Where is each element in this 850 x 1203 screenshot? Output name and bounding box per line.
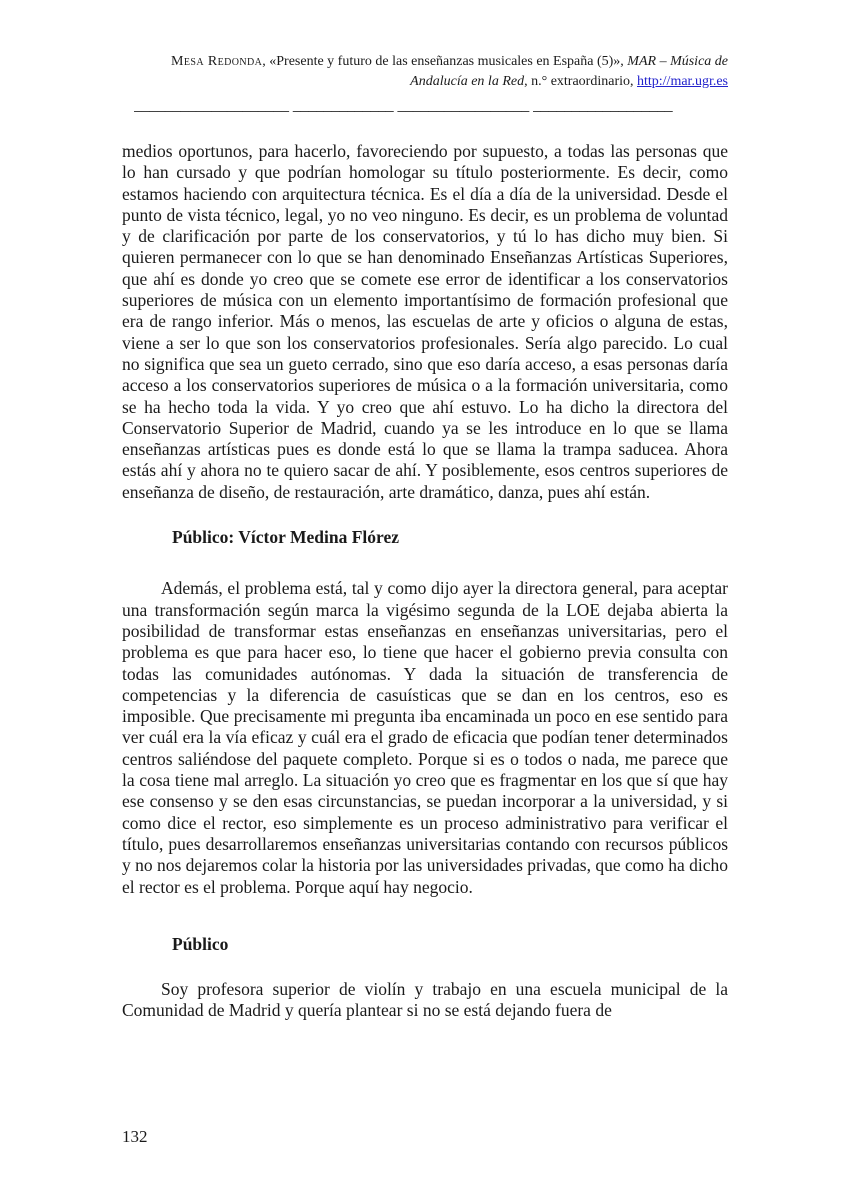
citation-journal-part2: Andalucía en la Red [410,73,525,89]
page-number: 132 [122,1127,148,1146]
speaker-heading-publico: Público [172,933,229,954]
speaker-heading-victor-medina: Público: Víctor Medina Flórez [172,527,399,548]
journal-link[interactable]: http://mar.ugr.es [637,73,728,89]
page-footer [122,1126,148,1147]
paragraph-publico: Soy profesora superior de violín y trabajo en una escuela municipal de la Comunidad de Madrid y quería plantear si no se está dejando fuera de [122,979,728,1021]
citation-journal-part1: MAR – Música de [627,54,728,69]
document-body [122,141,728,1022]
citation-title-segment: , «Presente y futuro de las enseñanzas musicales en España (5)», [262,54,628,69]
paragraph-victor-medina: Además, el problema está, tal y como dijo ayer la directora general, para aceptar una transformación según marca la vigésimo segunda de la LOE dejaba abierta la posibilidad de transformar estas enseñanzas en enseñanzas universitarias, pero el problema es que para hacer eso, lo tiene que hacer el gobierno previa consulta con todas las comunidades autónomas. Y dada la situación de transferencia de competencias y la diferencia de casuísticas que se dan en los centros, eso es imposible. Que precisamente mi pregunta iba encaminada un poco en ese sentido para ver cuál era la vía eficaz y cuál era el grado de eficacia que podían tener determinados centros saliéndose del paquete completo. Porque si es o todos o nada, me parece que la cosa tiene mal arreglo. La situación yo creo que es fragmentar en los que sí que hay ese consenso y se den esas circunstancias, se puedan incorporar a la universidad, y si como dice el rector, eso simplemente es un proceso administrativo para verificar el título, pues desarrollaremos enseñanzas universitarias contando con recursos públicos y no nos dejaremos colar la historia por las universidades privadas, que como ha dicho el rector es el problema. Porque aquí hay negocio. [122,578,729,897]
divider-line: ____________________ _____________ _________________ __________________ [134,97,673,114]
citation-header [122,52,728,91]
citation-issue-segment: , n.° extraordinario, [524,73,637,89]
paragraph-continuation: medios oportunos, para hacerlo, favoreciendo por supuesto, a todas las personas que lo han cursado y que podrían homologar su título posteriormente. Es decir, como estamos haciendo con arquitectura técnica. Es el día a día de la universidad. Desde el punto de vista técnico, legal, yo no veo ninguno. Es decir, es un problema de voluntad y de clarificación por parte de los conservatorios, y tú lo has dicho muy bien. Si quieren permanecer con lo que se han denominado Enseñanzas Artísticas Superiores, que ahí es donde yo creo que se comete ese error de identificar a los conservatorios superiores de música con un elemento importantísimo de formación profesional que era de rango inferior. Más o menos, las escuelas de arte y oficios o alguna de estas, viene a ser lo que son los conservatorios profesionales. Sería algo parecido. Lo cual no significa que sea un gueto cerrado, sino que eso daría acceso, a esas personas daría acceso a los conservatorios superiores de música o a la formación universitaria, como se ha hecho toda la vida. Y yo creo que ahí estuvo. Lo ha dicho la directora del Conservatorio Superior de Madrid, cuando ya se les introduce en lo que se llama enseñanzas artísticas pues es donde está lo que se llama la trampa saducea. Ahora estás ahí y ahora no te quiero sacar de ahí. Y posiblemente, esos centros superiores de enseñanza de diseño, de restauración, arte dramático, danza, pues ahí están. [122,141,728,502]
citation-author: Mesa Redonda [171,54,263,69]
